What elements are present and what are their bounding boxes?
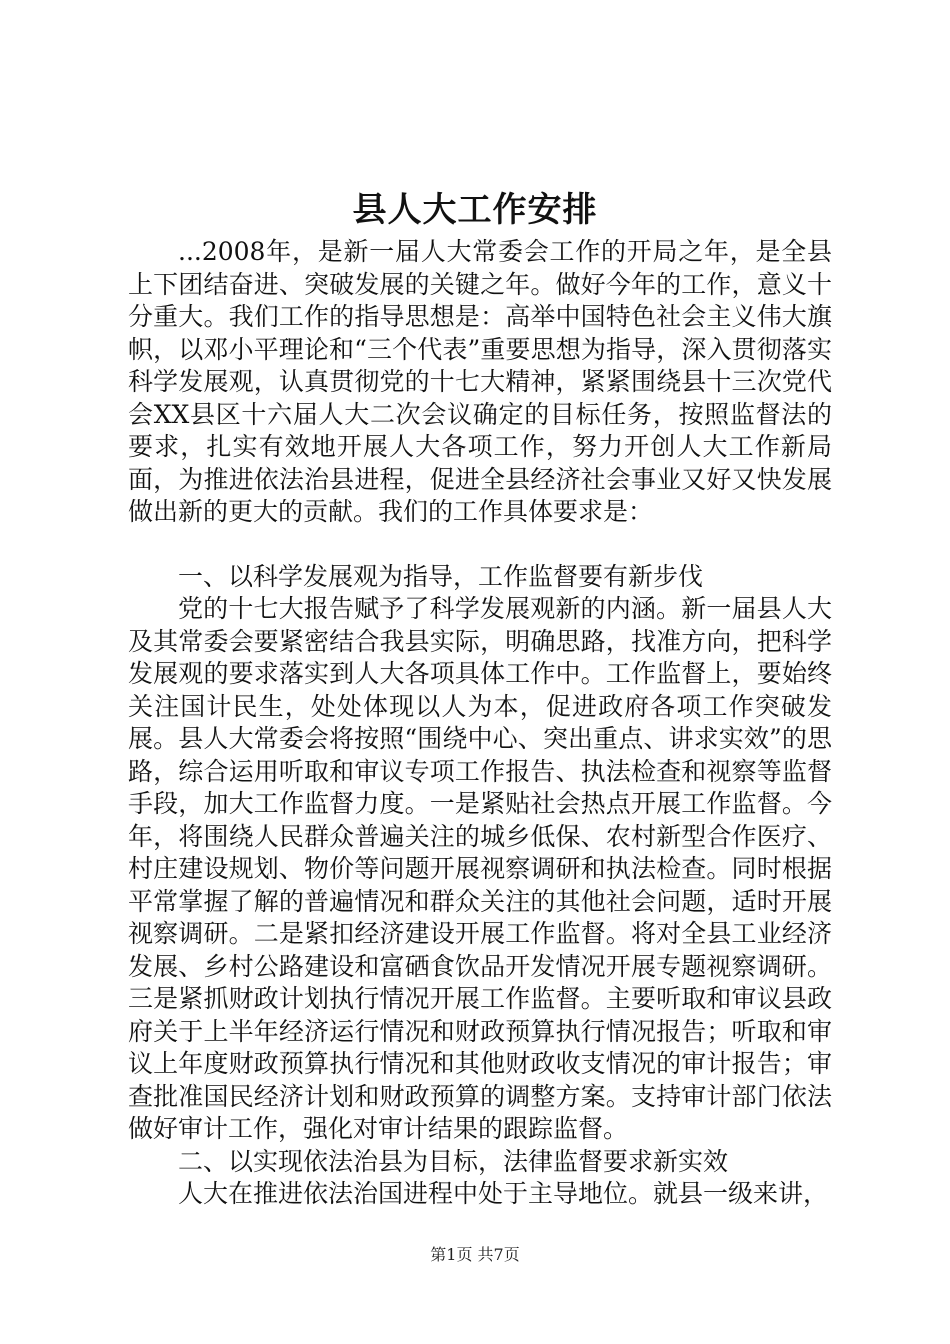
section-2-paragraph: 人大在推进依法治国进程中处于主导地位。就县一级来讲， — [178, 1179, 829, 1208]
section-heading-1: 一、以科学发展观为指导，工作监督要有新步伐 — [178, 561, 704, 591]
paragraph-spacer — [128, 529, 832, 561]
page-footer: 第1页 共7页 — [430, 1245, 520, 1264]
section-heading-2: 二、以实现依法治县为目标，法律监督要求新实效 — [178, 1146, 729, 1176]
document-body — [128, 236, 832, 1211]
document-title: 县人大工作安排 — [352, 190, 598, 230]
intro-paragraph: ...2008年，是新一届人大常委会工作的开局之年，是全县上下团结奋进、突破发展的关键之年。做好今年的工作，意义十分重大。我们工作的指导思想是：高举中国特色社会主义伟大旗帜，以邓小平理论和“三个代表”重要思想为指导，深入贯彻落实科学发展观，认真贯彻党的十七大精神，紧紧围绕县十三次党代会XX县区十六届人大二次会议确定的目标任务，按照监督法的要求，扎实有效地开展人大各项工作，努力开创人大工作新局面，为推进依法治县进程，促进全县经济社会事业又好又快发展做出新的更大的贡献。我们的工作具体要求是： — [128, 237, 832, 526]
section-1-paragraph: 党的十七大报告赋予了科学发展观新的内涵。新一届县人大及其常委会要紧密结合我县实际，明确思路，找准方向，把科学发展观的要求落实到人大各项具体工作中。工作监督上，要始终关注国计民生，处处体现以人为本，促进政府各项工作突破发展。县人大常委会将按照“围绕中心、突出重点、讲求实效”的思路，综合运用听取和审议专项工作报告、执法检查和视察等监督手段，加大工作监督力度。一是紧贴社会热点开展工作监督。今年，将围绕人民群众普遍关注的城乡低保、农村新型合作医疗、村庄建设规划、物价等问题开展视察调研和执法检查。同时根据平常掌握了解的普遍情况和群众关注的其他社会问题，适时开展视察调研。二是紧扣经济建设开展工作监督。将对全县工业经济发展、乡村公路建设和富硒食饮品开发情况开展专题视察调研。三是紧抓财政计划执行情况开展工作监督。主要听取和审议县政府关于上半年经济运行情况和财政预算执行情况报告；听取和审议上年度财政预算执行情况和其他财政收支情况的审计报告；审查批准国民经济计划和财政预算的调整方案。支持审计部门依法做好审计工作，强化对审计结果的跟踪监督。 — [128, 594, 832, 1143]
